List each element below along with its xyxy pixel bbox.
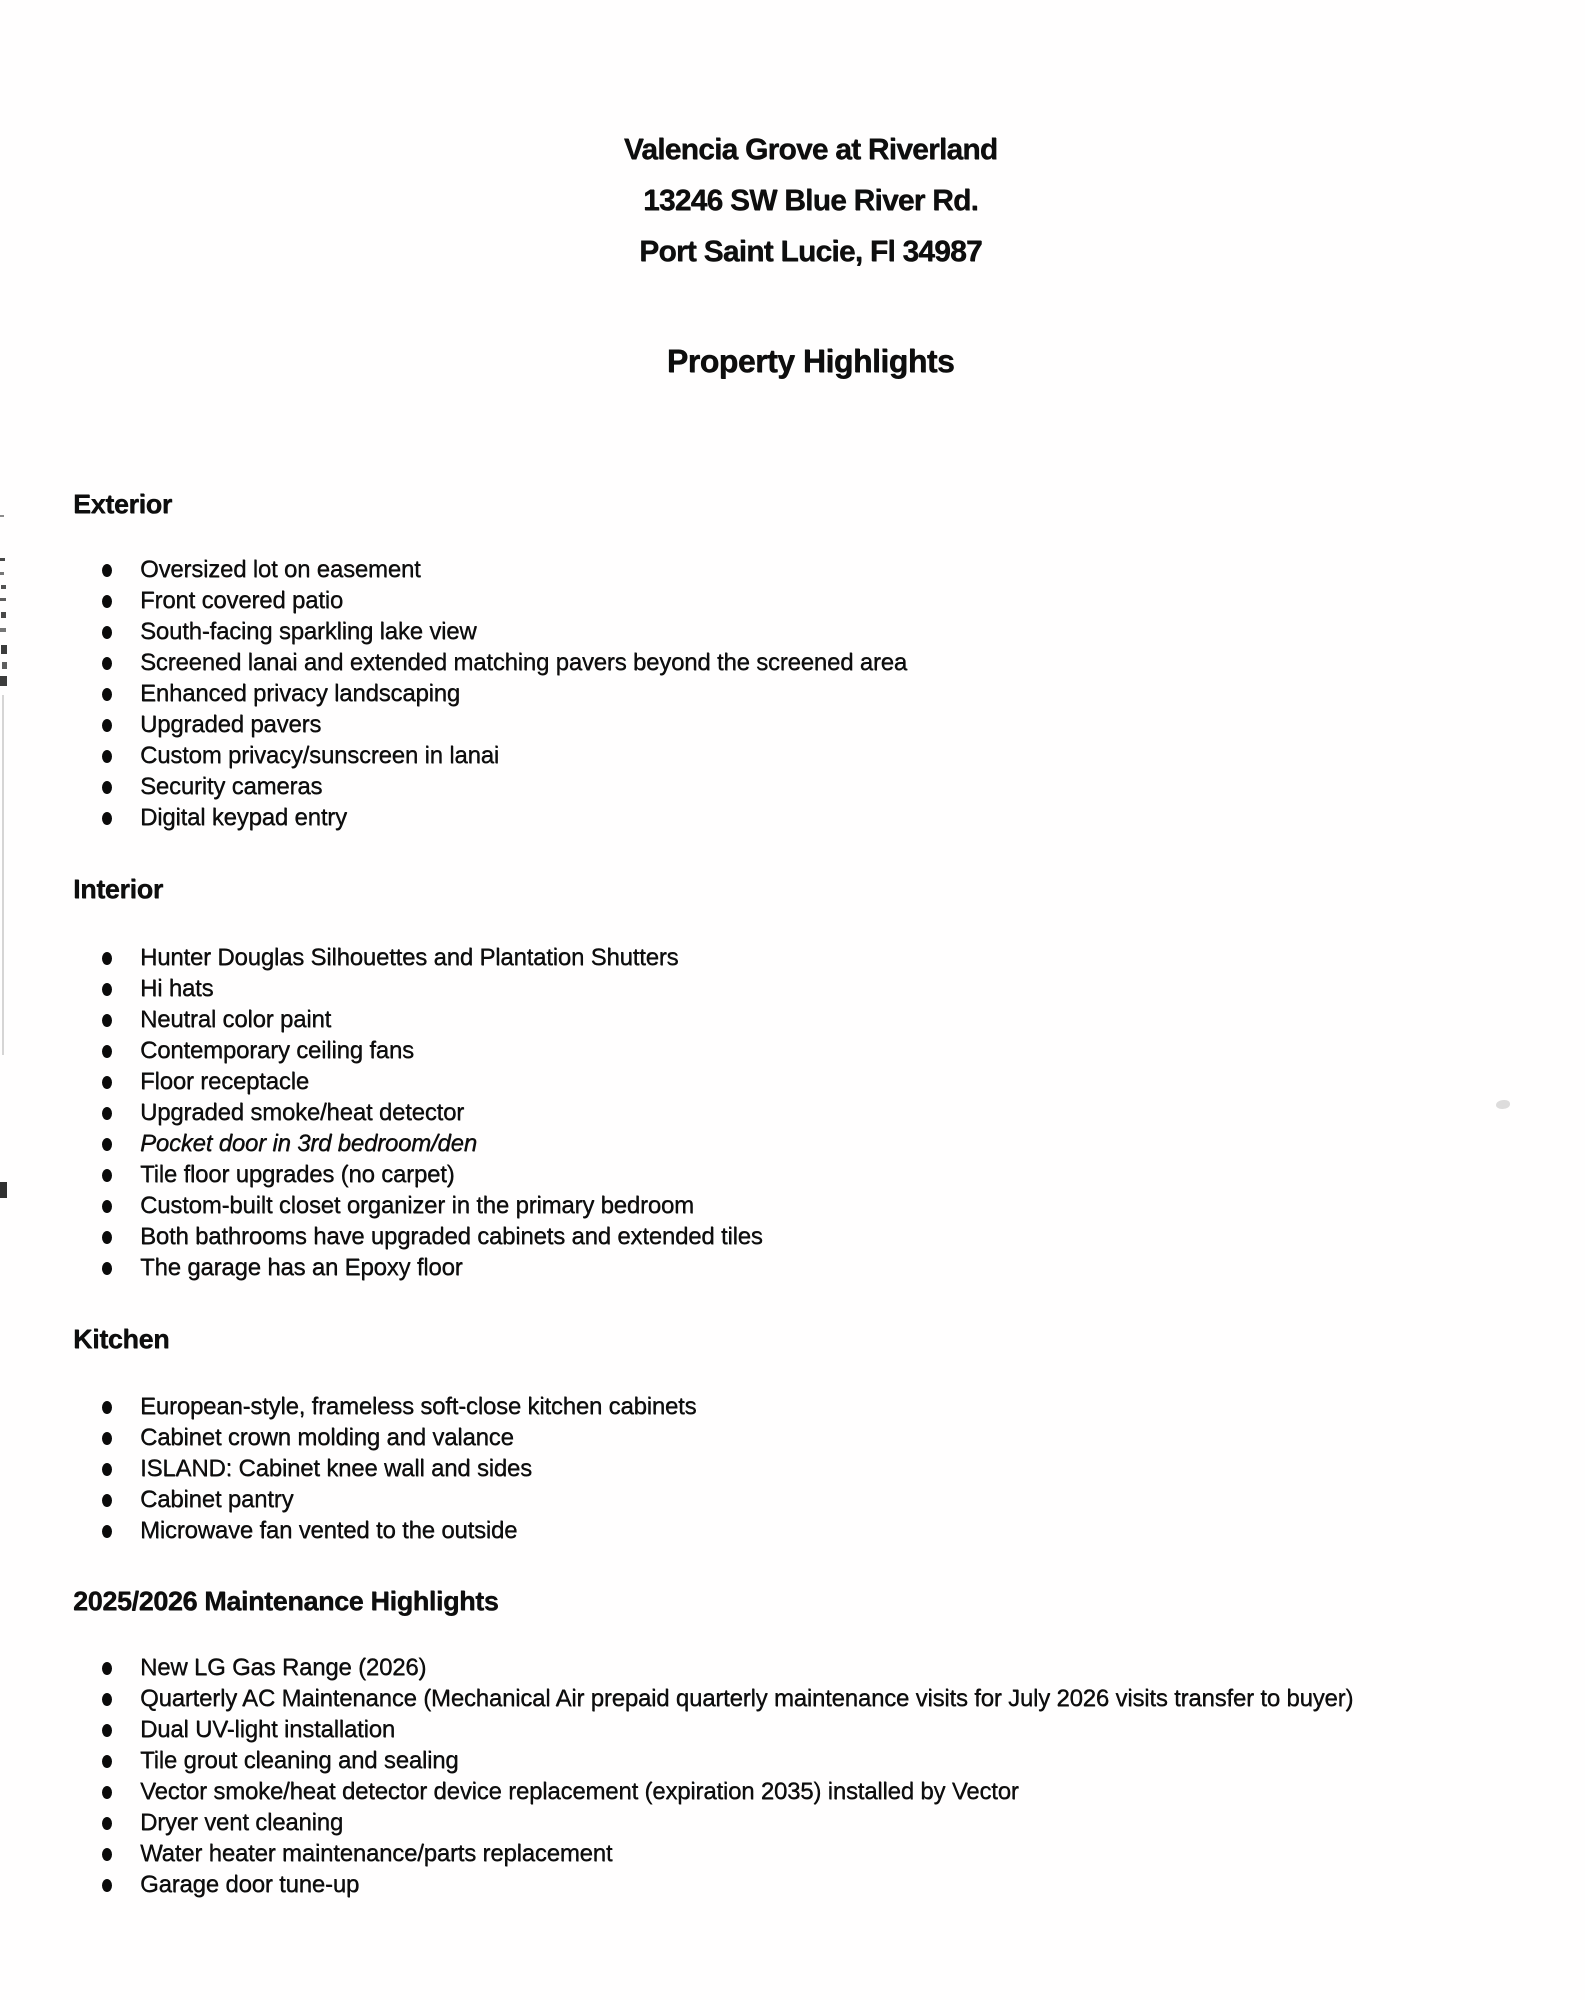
list-item-text: Dual UV-light installation (140, 1715, 395, 1743)
bullet-icon (102, 1817, 112, 1830)
list-item-text: Neutral color paint (140, 1005, 331, 1033)
section-title-exterior: Exterior (73, 489, 172, 519)
bullet-icon (102, 1662, 112, 1675)
scan-mark (0, 598, 6, 601)
list-item (0, 709, 1585, 740)
bullet-icon (102, 1848, 112, 1861)
list-item-text: Both bathrooms have upgraded cabinets and extended tiles (140, 1222, 763, 1250)
list-item-text: Hi hats (140, 974, 214, 1002)
list-item-text: Security cameras (140, 772, 323, 800)
list-item-text: Oversized lot on easement (140, 555, 421, 583)
list-item-text: South-facing sparkling lake view (140, 617, 477, 645)
list-item-text: Screened lanai and extended matching pavers beyond the screened area (140, 648, 907, 676)
list-item (0, 1652, 1585, 1683)
scan-mark (0, 1182, 7, 1198)
bullet-icon (102, 626, 112, 639)
bullet-icon (102, 1879, 112, 1892)
list-item (0, 554, 1585, 585)
list-item (0, 1190, 1585, 1221)
bullet-icon (102, 983, 112, 996)
bullet-icon (102, 1724, 112, 1737)
bullet-icon (102, 952, 112, 965)
bullet-icon (102, 781, 112, 794)
list-item-text: ISLAND: Cabinet knee wall and sides (140, 1454, 532, 1482)
bullet-icon (102, 1231, 112, 1244)
bullet-icon (102, 1693, 112, 1706)
bullet-icon (102, 564, 112, 577)
bullet-icon (102, 1525, 112, 1538)
scan-mark (2, 662, 7, 669)
list-item-text: Garage door tune-up (140, 1870, 360, 1898)
list-item-text: Enhanced privacy landscaping (140, 679, 460, 707)
list-item-text: Front covered patio (140, 586, 343, 614)
list-item-text: Cabinet crown molding and valance (140, 1423, 514, 1451)
bullet-icon (102, 657, 112, 670)
list-item-text: Pocket door in 3rd bedroom/den (140, 1129, 477, 1157)
street-address: 13246 SW Blue River Rd. (642, 184, 979, 217)
scan-mark (0, 558, 5, 561)
bullet-icon (102, 1138, 112, 1151)
scan-mark (0, 515, 4, 517)
section-title-kitchen: Kitchen (73, 1324, 170, 1354)
bullet-icon (102, 1262, 112, 1275)
property-header (36, 124, 1585, 277)
list-item (0, 973, 1585, 1004)
list-item-text: New LG Gas Range (2026) (140, 1653, 427, 1681)
list-item-text: Hunter Douglas Silhouettes and Plantation Shutters (140, 943, 679, 971)
list-item (0, 1004, 1585, 1035)
bullet-icon (102, 1200, 112, 1213)
bullet-icon (102, 1494, 112, 1507)
list-item (0, 1745, 1585, 1776)
scan-mark (0, 572, 4, 575)
bullet-icon (102, 595, 112, 608)
list-item-text: Upgraded pavers (140, 710, 322, 738)
bullet-icon (102, 750, 112, 763)
list-item (0, 1066, 1585, 1097)
list-item (0, 1159, 1585, 1190)
list-item-text: Digital keypad entry (140, 803, 347, 831)
list-item (0, 740, 1585, 771)
list-item-text: Upgraded smoke/heat detector (140, 1098, 464, 1126)
list-item-text: Custom privacy/sunscreen in lanai (140, 741, 499, 769)
list-item-text: The garage has an Epoxy floor (140, 1253, 463, 1281)
list-item-text: Tile floor upgrades (no carpet) (140, 1160, 455, 1188)
section-title-interior: Interior (73, 874, 163, 904)
list-item (0, 1776, 1585, 1807)
list-item (0, 1807, 1585, 1838)
list-item (0, 1422, 1585, 1453)
list-item (0, 1453, 1585, 1484)
list-item (0, 771, 1585, 802)
list-item (0, 616, 1585, 647)
bullet-icon (102, 1045, 112, 1058)
list-item-text: Microwave fan vented to the outside (140, 1516, 518, 1544)
list-item (0, 942, 1585, 973)
bullet-icon (102, 1432, 112, 1445)
list-item (0, 1097, 1585, 1128)
list-item-text: Tile grout cleaning and sealing (140, 1746, 459, 1774)
section-title-maintenance: 2025/2026 Maintenance Highlights (73, 1586, 499, 1616)
scan-mark (0, 676, 7, 686)
list-item-text: Cabinet pantry (140, 1485, 294, 1513)
bullet-icon (102, 688, 112, 701)
list-item (0, 647, 1585, 678)
bullet-icon (102, 1401, 112, 1414)
list-item-text: Water heater maintenance/parts replacement (140, 1839, 613, 1867)
scan-mark (1, 645, 7, 654)
bullet-icon (102, 1107, 112, 1120)
list-item (0, 1035, 1585, 1066)
list-item (0, 802, 1585, 833)
section-list-kitchen (0, 1391, 1585, 1546)
list-item (0, 1515, 1585, 1546)
list-item (0, 1484, 1585, 1515)
bullet-icon (102, 1755, 112, 1768)
bullet-icon (102, 719, 112, 732)
list-item (0, 1391, 1585, 1422)
section-list-exterior (0, 554, 1585, 833)
list-item (0, 1128, 1585, 1159)
section-list-interior (0, 942, 1585, 1283)
page-title: Property Highlights (666, 343, 955, 379)
community-name: Valencia Grove at Riverland (623, 133, 998, 166)
scan-streak (2, 695, 4, 1055)
list-item-text: Contemporary ceiling fans (140, 1036, 414, 1064)
list-item-text: Dryer vent cleaning (140, 1808, 343, 1836)
scan-mark (0, 628, 6, 632)
section-list-maintenance (0, 1652, 1585, 1900)
list-item (0, 678, 1585, 709)
bullet-icon (102, 1014, 112, 1027)
list-item (0, 1869, 1585, 1900)
list-item (0, 1221, 1585, 1252)
bullet-icon (102, 1076, 112, 1089)
bullet-icon (102, 1169, 112, 1182)
scan-mark (1, 585, 6, 589)
list-item-text: Quarterly AC Maintenance (Mechanical Air prepaid quarterly maintenance visits for July 2026 visits transfer to buyer) (140, 1684, 1354, 1712)
list-item (0, 1838, 1585, 1869)
bullet-icon (102, 812, 112, 825)
list-item-text: Custom-built closet organizer in the primary bedroom (140, 1191, 694, 1219)
bullet-icon (102, 1786, 112, 1799)
list-item-text: Vector smoke/heat detector device replacement (expiration 2035) installed by Vector (140, 1777, 1019, 1805)
list-item (0, 1714, 1585, 1745)
bullet-icon (102, 1463, 112, 1476)
city-state-zip: Port Saint Lucie, Fl 34987 (639, 235, 982, 268)
list-item (0, 1683, 1585, 1714)
list-item-text: Floor receptacle (140, 1067, 309, 1095)
list-item (0, 585, 1585, 616)
list-item-text: European-style, frameless soft-close kitchen cabinets (140, 1392, 697, 1420)
list-item (0, 1252, 1585, 1283)
scan-mark (1, 612, 6, 618)
